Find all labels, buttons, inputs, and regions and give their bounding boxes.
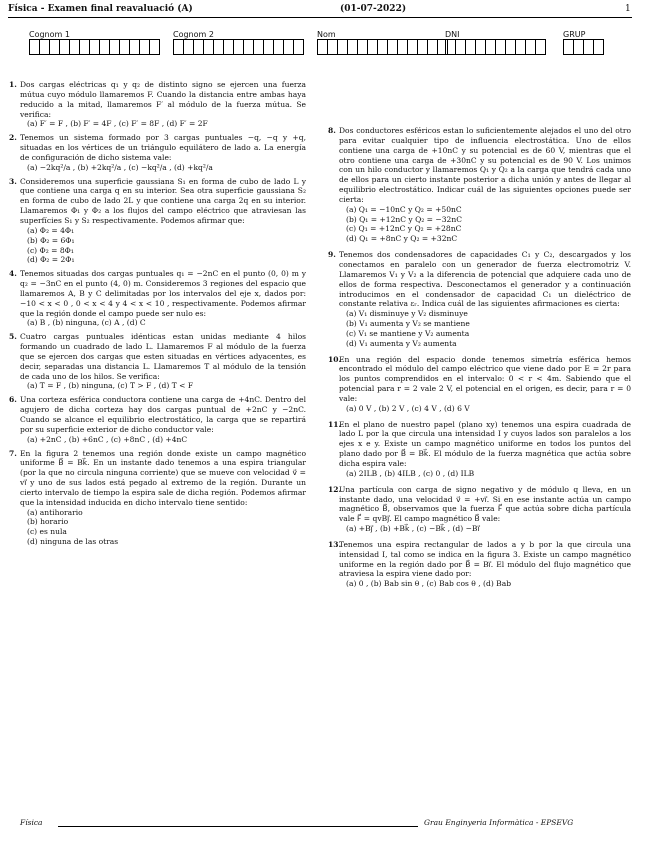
- letter-box[interactable]: [516, 40, 526, 54]
- letter-box[interactable]: [194, 40, 204, 54]
- footer-left: Física: [20, 818, 43, 827]
- letter-box[interactable]: [80, 40, 90, 54]
- question-number: 9.: [328, 250, 336, 260]
- question-text: Dos cargas eléctricas q₁ y q₂ de distinto signo se ejercen una fuerza mútua cuyo módulo llamaremos F. Cuando la distancia entre ambas haya reducido a la mitad, llamaremos F′ al módulo de la fuerza mútua. Se verifica:: [20, 80, 306, 119]
- letter-boxes[interactable]: [173, 39, 304, 55]
- letter-box[interactable]: [338, 40, 348, 54]
- letter-box[interactable]: [428, 40, 438, 54]
- letter-box[interactable]: [466, 40, 476, 54]
- letter-boxes[interactable]: [445, 39, 546, 55]
- field-label: Cognom 2: [173, 30, 214, 39]
- letter-box[interactable]: [120, 40, 130, 54]
- option-a: (a) Φ₂ = 4Φ₁: [27, 225, 75, 235]
- letter-box[interactable]: [90, 40, 100, 54]
- question-options: (a) B , (b) ninguna, (c) A , (d) C: [27, 318, 146, 328]
- question-options: (a) −2kq²/a , (b) +2kq²/a , (c) −kq²/a , (d) +kq²/a: [27, 162, 213, 172]
- question-text: Una partícula con carga de signo negativo y de módulo q lleva, en un instante dado, una velocidad v⃗ = +vi⃗. Si en ese instante actúa un campo magnético B⃗, observamos que la fuerza F⃗ que actúa sobre dicha partícula vale F⃗ = qvBj⃗. El campo magnético B⃗ vale:: [339, 484, 631, 524]
- option-b: (b) Φ₂ = 6Φ₁: [27, 235, 75, 245]
- field-label: DNI: [445, 30, 460, 39]
- footer-rule: [58, 826, 418, 827]
- question-12: [328, 484, 631, 534]
- letter-box[interactable]: [40, 40, 50, 54]
- question-options: (a) 0 , (b) Bab sin θ , (c) Bab cos θ , (d) Bab: [346, 579, 512, 589]
- question-text: Tenemos dos condensadores de capacidades C₁ y C₂, descargados y los conectamos en paralelo con un generador de fuerza electromotriz V. Llamaremos V₁ y V₂ a la diferencia de potencial que adquiere cada uno de ellos de forma respectiva. Desconectamos el generador y a continuación introducimos en el condensador de capacidad C₁ un dieléctrico de constante relativa εᵣ. Indica cuál de las siguientes afirmaciones es cierta:: [339, 250, 631, 309]
- letter-box[interactable]: [264, 40, 274, 54]
- question-8: [328, 126, 631, 244]
- letter-box[interactable]: [284, 40, 294, 54]
- question-number: 4.: [9, 269, 17, 279]
- letter-box[interactable]: [564, 40, 574, 54]
- question-13: [328, 539, 631, 589]
- letter-boxes[interactable]: [29, 39, 160, 55]
- letter-box[interactable]: [100, 40, 110, 54]
- option-a: (a) Q₁ = −10nC y Q₂ = +50nC: [346, 204, 462, 214]
- question-10: [328, 354, 631, 414]
- question-number: 6.: [9, 395, 17, 405]
- exam-date: (01-07-2022): [340, 4, 407, 14]
- question-text: En el plano de nuestro papel (plano xy) tenemos una espira cuadrada de lado L por la que circula una intensidad I y cuyos lados son paralelos a los ejes x e y. Existe un campo magnético uniforme en todos los puntos del plano dado por B⃗ = Bk⃗. El módulo de la fuerza magnética que actúa sobre dicha espira vale:: [339, 419, 631, 468]
- question-number: 5.: [9, 332, 17, 342]
- letter-box[interactable]: [204, 40, 214, 54]
- letter-box[interactable]: [130, 40, 140, 54]
- letter-box[interactable]: [584, 40, 594, 54]
- letter-box[interactable]: [476, 40, 486, 54]
- question-number: 8.: [328, 126, 336, 135]
- option-d: (d) V₁ aumenta y V₂ aumenta: [346, 338, 457, 348]
- option-c: (c) Φ₂ = 8Φ₁: [27, 245, 74, 255]
- letter-box[interactable]: [294, 40, 304, 54]
- letter-box[interactable]: [140, 40, 150, 54]
- question-text: Tenemos situadas dos cargas puntuales q₁ = −2nC en el punto (0, 0) m y q₂ = −3nC en el punto (4, 0) m. Consideremos 3 regiones del espacio que llamaremos A, B y C delimitadas por los intervalos del eje x, dados por: −10 < x < 0 , 0 < x < 4 y 4 < x < 10 , respectivamente. Podemos afirmar que la región donde el campo puede ser nulo es:: [20, 269, 306, 318]
- letter-box[interactable]: [234, 40, 244, 54]
- letter-box[interactable]: [274, 40, 284, 54]
- question-7: [9, 448, 306, 547]
- letter-box[interactable]: [486, 40, 496, 54]
- letter-box[interactable]: [174, 40, 184, 54]
- question-number: 1.: [9, 80, 17, 89]
- letter-box[interactable]: [506, 40, 516, 54]
- question-number: 10.: [328, 354, 342, 364]
- letter-box[interactable]: [70, 40, 80, 54]
- question-number: 3.: [9, 176, 17, 186]
- letter-box[interactable]: [368, 40, 378, 54]
- question-options: (a) T = F , (b) ninguna, (c) T > F , (d) T < F: [27, 381, 194, 391]
- letter-box[interactable]: [184, 40, 194, 54]
- letter-box[interactable]: [388, 40, 398, 54]
- option-b: (b) V₁ aumenta y V₂ se mantiene: [346, 319, 470, 329]
- option-d: (d) Q₁ = +8nC y Q₂ = +32nC: [346, 234, 458, 244]
- question-1: [9, 80, 306, 129]
- question-text: Tenemos un sistema formado por 3 cargas puntuales −q, −q y +q, situadas en los vértices de un triángulo equilátero de lado a. La energía de configuración de dicho sistema vale:: [20, 133, 306, 162]
- question-text: En la figura 2 tenemos una región donde existe un campo magnético uniforme B⃗ = Bk⃗. En un instante dado tenemos a una espira triangular (por la que no circula ninguna corriente) que se mueve con velocidad v⃗ = vi⃗ y uno de sus lados está pegado al extremo de la región. Durante un cierto intervalo de tiempo la espira sale de dicha región. Podemos afirmar que la intensidad inducida en dicho intervalo tiene sentido:: [20, 448, 306, 507]
- letter-box[interactable]: [594, 40, 604, 54]
- letter-box[interactable]: [110, 40, 120, 54]
- question-text: Una corteza esférica conductora contiene una carga de +4nC. Dentro del agujero de dicha corteza hay dos cargas puntual de +2nC y −2nC. Cuando se alcance el equilibrio electrostático, la carga que se repartirá por su superficie exterior de dicho conductor vale:: [20, 395, 306, 434]
- page-number: 1: [625, 4, 631, 14]
- question-5: [9, 332, 306, 391]
- field-label: Nom: [317, 30, 336, 39]
- left-column: [9, 80, 306, 547]
- letter-box[interactable]: [358, 40, 368, 54]
- question-text: Dos conductores esféricos estan lo suficientemente alejados el uno del otro para evitar cualquier tipo de influencia electrostática. Uno de ellos contiene una carga de +10nC y su potencial es de 60 V, mientras que el otro contiene una carga de +30nC y su potencial es de 90 V. Los unimos con un hilo conductor y llamaremos Q₁ y Q₂ a la carga que tendrá cada uno de ellos para un cierto instante posterior a dicha unión y antes de llegar al equilibrio electrostático. Indicar cuál de las siguientes opciones puede ser cierta:: [339, 126, 631, 204]
- field-grup[interactable]: [563, 30, 604, 55]
- question-options: (a) +Bj⃗ , (b) +Bk⃗ , (c) −Bk⃗ , (d) −Bi⃗: [346, 524, 480, 534]
- question-4: [9, 269, 306, 328]
- question-11: [328, 419, 631, 479]
- option-d: (d) Φ₂ = 2Φ₁: [27, 255, 75, 265]
- letter-box[interactable]: [526, 40, 536, 54]
- question-text: Tenemos una espira rectangular de lados a y b por la que circula una intensidad I, tal como se indica en la figura 3. Existe un campo magnético uniforme en la región dado por B⃗ = Bi⃗. El módulo del flujo magnético que atraviesa la espira viene dado por:: [339, 539, 631, 579]
- letter-box[interactable]: [254, 40, 264, 54]
- letter-box[interactable]: [456, 40, 466, 54]
- question-2: [9, 133, 306, 172]
- option-d: (d) ninguna de las otras: [27, 537, 119, 547]
- field-label: Cognom 1: [29, 30, 70, 39]
- letter-box[interactable]: [398, 40, 408, 54]
- option-a: (a) antihorario: [27, 507, 83, 517]
- question-6: [9, 395, 306, 444]
- question-options: (a) +2nC , (b) +6nC , (c) +8nC , (d) +4nC: [27, 434, 188, 444]
- letter-box[interactable]: [150, 40, 160, 54]
- right-column: [328, 126, 631, 589]
- letter-box[interactable]: [418, 40, 428, 54]
- letter-box[interactable]: [536, 40, 546, 54]
- letter-box[interactable]: [224, 40, 234, 54]
- question-options: (a) F′ = F , (b) F′ = 4F , (c) F′ = 8F , (d) F′ = 2F: [27, 119, 208, 129]
- question-text: Cuatro cargas puntuales idénticas estan unidas mediante 4 hilos formando un cuadrado de lado L. Llamaremos F al módulo de la fuerza que se ejercen dos cargas que esten situadas en vértices adyacentes, es decir, separadas una distancia L. Llamaremos T al módulo de la tensión de cada uno de los hilos. Se verifica:: [20, 332, 306, 381]
- header-rule: [8, 17, 632, 18]
- letter-boxes[interactable]: [317, 39, 448, 55]
- letter-box[interactable]: [574, 40, 584, 54]
- field-label: GRUP: [563, 30, 586, 39]
- question-options: (a) 2ILB , (b) 4ILB , (c) 0 , (d) ILB: [346, 468, 475, 478]
- letter-box[interactable]: [408, 40, 418, 54]
- footer-right: Grau Enginyeria Informàtica - EPSEVG: [424, 818, 574, 827]
- letter-box[interactable]: [328, 40, 338, 54]
- letter-box[interactable]: [214, 40, 224, 54]
- field-cognom2[interactable]: [173, 30, 304, 55]
- question-number: 7.: [9, 448, 17, 458]
- option-c: (c) es nula: [27, 527, 67, 537]
- letter-box[interactable]: [60, 40, 70, 54]
- letter-box[interactable]: [348, 40, 358, 54]
- letter-box[interactable]: [30, 40, 40, 54]
- letter-box[interactable]: [446, 40, 456, 54]
- question-number: 2.: [9, 133, 17, 143]
- question-text: Consideremos una superficie gaussiana S₁ en forma de cubo de lado L y que contiene una carga q en su interior. Sea otra superficie gaussiana S₂ en forma de cubo de lado 2L y que contiene una carga 2q en su interior. Llamaremos Φ₁ y Φ₂ a los flujos del campo eléctrico que atraviesan las superfícies S₁ y S₂ respectivamente. Podemos afirmar que:: [20, 176, 306, 225]
- option-c: (c) Q₁ = +12nC y Q₂ = +28nC: [346, 224, 462, 234]
- option-a: (a) V₁ disminuye y V₂ disminuye: [346, 309, 468, 319]
- question-number: 11.: [328, 419, 342, 429]
- field-nom[interactable]: [317, 30, 448, 55]
- letter-box[interactable]: [50, 40, 60, 54]
- letter-boxes[interactable]: [563, 39, 604, 55]
- question-number: 13.: [328, 539, 342, 549]
- field-dni[interactable]: [445, 30, 546, 55]
- letter-box[interactable]: [244, 40, 254, 54]
- question-9: [328, 250, 631, 348]
- option-b: (b) horario: [27, 517, 69, 527]
- question-options: (a) 0 V , (b) 2 V , (c) 4 V , (d) 6 V: [346, 403, 470, 413]
- question-text: En una región del espacio donde tenemos simetría esférica hemos encontrado el módulo del campo eléctrico que viene dado por E = 2r para los puntos comprendidos en el intervalo: 0 < r < 4m. Sabiendo que el potencial para r = 2 vale 2 V, el potencial en el origen, es decir, para r = 0 vale:: [339, 354, 631, 403]
- question-number: 12.: [328, 484, 342, 494]
- letter-box[interactable]: [378, 40, 388, 54]
- letter-box[interactable]: [318, 40, 328, 54]
- exam-title: Física - Examen final reavaluació (A): [8, 4, 193, 14]
- option-b: (b) Q₁ = +12nC y Q₂ = −32nC: [346, 214, 462, 224]
- letter-box[interactable]: [496, 40, 506, 54]
- question-3: [9, 176, 306, 266]
- field-cognom1[interactable]: [29, 30, 160, 55]
- option-c: (c) V₁ se mantiene y V₂ aumenta: [346, 328, 470, 338]
